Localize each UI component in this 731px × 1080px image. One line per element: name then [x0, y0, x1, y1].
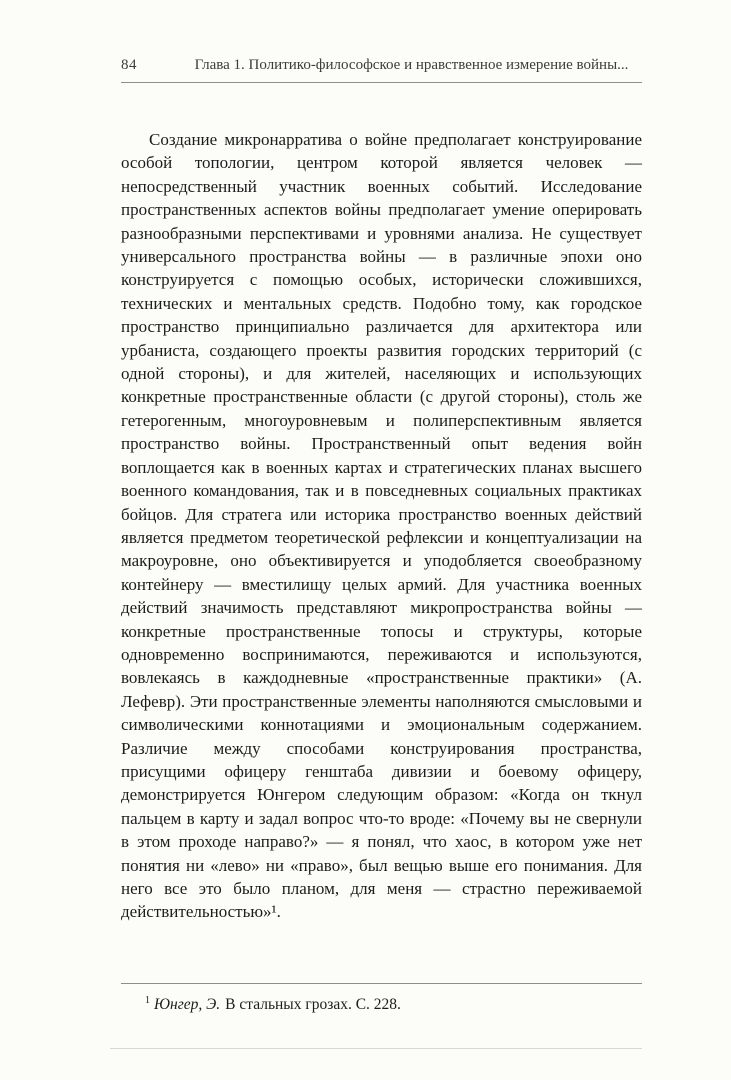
running-head [121, 57, 642, 74]
chapter-header: Глава 1. Политико-философское и нравственное измерение войны... [194, 57, 629, 73]
body-paragraph: Создание микронарратива о войне предполагает конструирование особой топологии, центром которой является человек — непосредственный участник военных событий. Исследование пространственных аспектов войны предполагает умение оперировать разнообразными перспективами и уровнями анализа. Не существует универсального пространства войны — в различные эпохи оно конструируется с помощью особых, исторически сложившихся, технических и ментальных средств. Подобно тому, как городское пространство принципиально различается для архитектора или урбаниста, создающего проекты развития городских территорий (с одной стороны), и для жителей, населяющих и использующих конкретные пространственные области (с другой стороны), столь же гетерогенным, многоуровневым и полиперспективным является пространство войны. Пространственный опыт ведения войн воплощается как в военных картах и стратегических планах высшего военного командования, так и в повседневных социальных практиках бойцов. Для стратега или историка пространство военных действий является предметом теоретической рефлексии и концептуализации на макроуровне, оно объективируется и уподобляется своеобразному контейнеру — вместилищу целых армий. Для участника военных действий значимость представляют микропространства войны — конкретные пространственные топосы и структуры, которые одновременно воспринимаются, переживаются и используются, вовлекаясь в каждодневные «пространственные практики» (А. Лефевр). Эти пространственные элементы наполняются смысловыми и символическими коннотациями и эмоциональным содержанием. Различие между способами конструирования пространства, присущими офицеру генштаба дивизии и боевому офицеру, демонстрируется Юнгером следующим образом: «Когда он ткнул пальцем в карту и задал вопрос что-то вроде: «Почему вы не свернули в этом проходе направо?» — я понял, что хаос, в котором уже нет понятия ни «лево» ни «право», был вещью выше его понимания. Для него все это было планом, для меня — страстно переживаемой действительностью»¹. [121, 130, 642, 922]
footnote-text [121, 991, 642, 1015]
footnote-citation: В стальных грозах. С. 228. [225, 996, 401, 1014]
footnote-marker: 1 [145, 995, 150, 1006]
footnote-author: Юнгер, Э. [154, 996, 221, 1014]
footnote [121, 983, 642, 1015]
footnote-rule [121, 983, 642, 984]
page-bottom-edge [110, 1048, 642, 1049]
header-rule [121, 82, 642, 83]
page-number: 84 [121, 57, 137, 73]
